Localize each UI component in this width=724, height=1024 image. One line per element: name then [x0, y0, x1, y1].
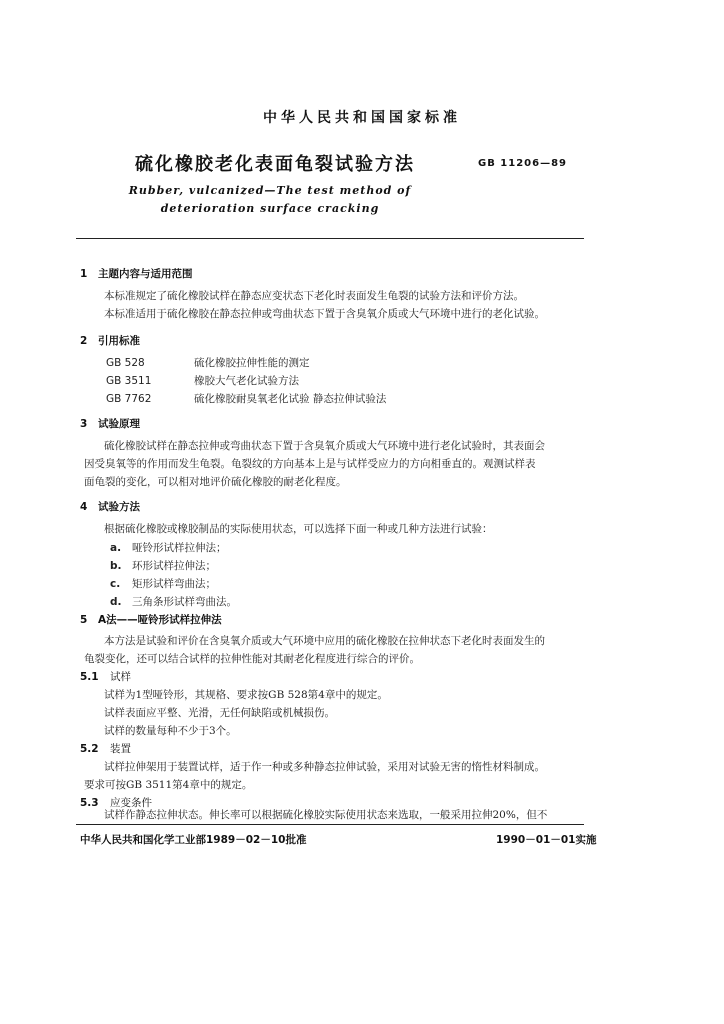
implementation-date: 1990－01－01实施 [496, 834, 597, 846]
reference-code: GB 528 [106, 357, 145, 369]
paragraph-line: 根据硫化橡胶或橡胶制品的实际使用状态，可以选择下面一种或几种方法进行试验： [104, 523, 493, 535]
header-divider [76, 238, 584, 239]
paragraph-line: 本标准规定了硫化橡胶试样在静态应变状态下老化时表面发生龟裂的试验方法和评价方法。 [104, 290, 524, 302]
reference-title: 橡胶大气老化试验方法 [194, 375, 299, 387]
subsection-number: 5.1 [80, 671, 99, 683]
method-item [110, 594, 237, 609]
national-standard-heading: 中华人民共和国国家标准 [263, 110, 461, 126]
approval-note: 中华人民共和国化学工业部1989－02－10批准 [80, 834, 307, 846]
section-3-heading [80, 416, 140, 431]
standard-code: GB 11206—89 [478, 158, 568, 169]
paragraph-line: 因受臭氧等的作用而发生龟裂。龟裂纹的方向基本上是与试样受应力的方向相垂直的。观测试样表 [84, 458, 536, 470]
paragraph-line: 试样的数量每种不少于3个。 [104, 725, 237, 737]
section-number: 1 [80, 268, 88, 280]
item-text: 三角条形试样弯曲法。 [132, 596, 237, 608]
section-number: 5 [80, 614, 88, 626]
paragraph-line: 试样拉伸架用于装置试样，适于作一种或多种静态拉伸试验，采用对试验无害的惰性材料制成。 [104, 761, 545, 773]
section-4-heading [80, 499, 140, 514]
item-marker: a. [110, 542, 122, 554]
method-item [110, 540, 227, 555]
reference-code: GB 7762 [106, 393, 152, 405]
reference-title: 硫化橡胶耐臭氧老化试验 静态拉伸试验法 [194, 393, 387, 405]
paragraph-line: 试样为1型哑铃形，其规格、要求按GB 528第4章中的规定。 [104, 689, 388, 701]
section-number: 2 [80, 335, 88, 347]
subsection-number: 5.2 [80, 743, 99, 755]
section-title: 试验原理 [98, 418, 140, 430]
paragraph-line: 本方法是试验和评价在含臭氧介质或大气环境中应用的硫化橡胶在拉伸状态下老化时表面发生的 [104, 635, 545, 647]
method-item [110, 558, 216, 573]
footer-divider [76, 824, 584, 825]
subsection-number: 5.3 [80, 797, 99, 809]
english-title-line-1: Rubber, vulcanized—The test method of [128, 184, 412, 197]
section-5-heading [80, 612, 222, 627]
reference-item [106, 373, 299, 388]
subsection-title: 应变条件 [110, 797, 152, 809]
reference-title: 硫化橡胶拉伸性能的测定 [194, 357, 310, 369]
item-marker: d. [110, 596, 122, 608]
paragraph-line: 试样表面应平整、光滑，无任何缺陷或机械损伤。 [104, 707, 335, 719]
subsection-5-2-heading [80, 741, 131, 756]
section-2-heading [80, 333, 140, 348]
paragraph-line: 面龟裂的变化，可以相对地评价硫化橡胶的耐老化程度。 [84, 476, 347, 488]
item-text: 环形试样拉伸法； [132, 560, 216, 572]
section-title: 试验方法 [98, 501, 140, 513]
item-text: 矩形试样弯曲法； [132, 578, 216, 590]
section-title: A法——哑铃形试样拉伸法 [98, 614, 222, 626]
paragraph-line: 硫化橡胶试样在静态拉伸或弯曲状态下置于含臭氧介质或大气环境中进行老化试验时，其表面会 [104, 440, 545, 452]
item-marker: b. [110, 560, 122, 572]
reference-code: GB 3511 [106, 375, 152, 387]
section-1-heading [80, 266, 193, 281]
subsection-title: 试样 [110, 671, 131, 683]
chinese-title: 硫化橡胶老化表面龟裂试验方法 [135, 154, 415, 175]
section-number: 3 [80, 418, 88, 430]
paragraph-line: 试样作静态拉伸状态。伸长率可以根据硫化橡胶实际使用状态来选取，一般采用拉伸20%，但不 [104, 809, 548, 821]
reference-item [106, 355, 310, 370]
subsection-5-1-heading [80, 669, 131, 684]
paragraph-line: 龟裂变化，还可以结合试样的拉伸性能对其耐老化程度进行综合的评价。 [84, 653, 420, 665]
item-text: 哑铃形试样拉伸法； [132, 542, 227, 554]
section-title: 主题内容与适用范围 [98, 268, 193, 280]
subsection-title: 装置 [110, 743, 131, 755]
section-title: 引用标准 [98, 335, 140, 347]
item-marker: c. [110, 578, 121, 590]
method-item [110, 576, 216, 591]
english-title-line-2: deterioration surface cracking [160, 202, 380, 215]
paragraph-line: 要求可按GB 3511第4章中的规定。 [84, 779, 253, 791]
reference-item [106, 391, 386, 406]
section-number: 4 [80, 501, 88, 513]
paragraph-line: 本标准适用于硫化橡胶在静态拉伸或弯曲状态下置于含臭氧介质或大气环境中进行的老化试验。 [104, 308, 545, 320]
